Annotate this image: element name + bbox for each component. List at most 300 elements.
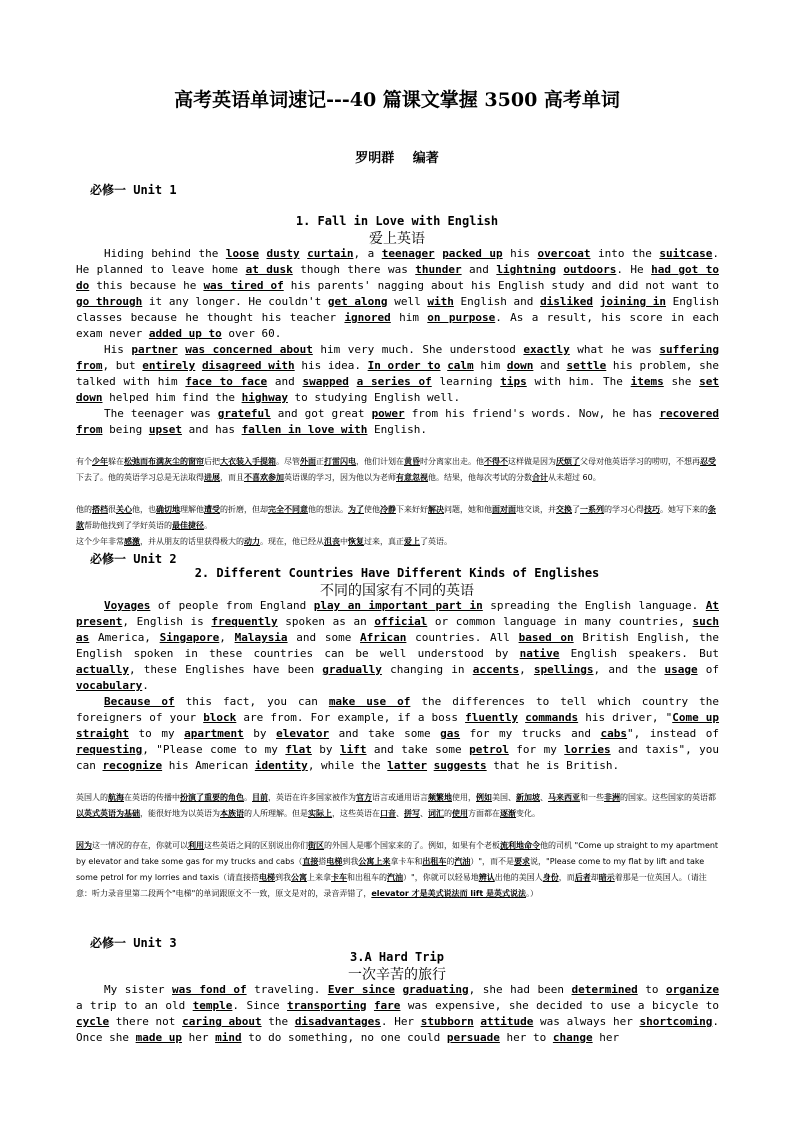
text-run: spreading the English language. xyxy=(482,599,706,612)
vocab-term: usage xyxy=(664,663,698,676)
vocab-term: actually xyxy=(76,663,129,676)
vocab-term: thunder xyxy=(415,263,462,276)
vocab-term: graduating xyxy=(402,983,469,996)
vocab-term: outdoors xyxy=(563,263,617,276)
unit2-passage-paragraph-2 xyxy=(76,694,719,774)
text-run: his idea. xyxy=(294,359,368,372)
vocab-term: 进展 xyxy=(204,473,220,482)
text-run: 和出租车的 xyxy=(347,873,388,882)
text-run: My sister xyxy=(104,983,172,996)
text-run: 下去了。他的英语学习总是无法取得 xyxy=(76,473,204,482)
text-run: 有个 xyxy=(76,457,92,466)
vocab-term: 口音 xyxy=(380,809,396,818)
vocab-term: 最佳捷径 xyxy=(172,521,204,530)
vocab-term: Because of xyxy=(104,695,175,708)
vocab-term: Voyages xyxy=(104,599,151,612)
vocab-term: change xyxy=(552,1031,593,1044)
vocab-term: lightning xyxy=(496,263,556,276)
vocab-term: 目前 xyxy=(252,793,268,802)
text-run: . Once she xyxy=(76,1015,719,1044)
vocab-term: lorries xyxy=(564,743,611,756)
text-run: to studying English well. xyxy=(287,391,461,404)
text-run: to do something, no one could xyxy=(241,1031,447,1044)
vocab-term: go through xyxy=(76,295,143,308)
text-run xyxy=(593,295,600,308)
text-run: 的 xyxy=(446,857,455,866)
vocab-term: fare xyxy=(373,999,401,1012)
unit2-translation-paragraph-2 xyxy=(76,838,719,902)
vocab-term: Malaysia xyxy=(234,631,288,644)
text-run: ，英语在许多国家被作为 xyxy=(268,793,356,802)
text-run: , "Please come to my xyxy=(142,743,286,756)
vocab-term: calm xyxy=(447,359,474,372)
text-run: 搭 xyxy=(318,857,327,866)
text-run: 他。结果，他每次考试的分数 xyxy=(428,473,532,482)
text-run: 后把 xyxy=(204,457,220,466)
text-run: 地交谈，并 xyxy=(516,505,556,514)
text-run: 英国人的 xyxy=(76,793,108,802)
text-run: 、 xyxy=(540,793,548,802)
text-run: ，而且 xyxy=(220,473,244,482)
vocab-term: 因为 xyxy=(76,841,92,850)
vocab-term: elevator xyxy=(276,727,330,740)
vocab-term: petrol xyxy=(469,743,509,756)
text-run: are from. For example, if a boss xyxy=(236,711,466,724)
unit3-lesson-title-en: 3.A Hard Trip xyxy=(350,950,444,964)
text-run: English and xyxy=(453,295,541,308)
text-run: , she had been xyxy=(468,983,572,996)
text-run: it any longer. He couldn't xyxy=(142,295,328,308)
vocab-term: 关心 xyxy=(116,505,132,514)
vocab-term: recovered from xyxy=(76,407,719,436)
vocab-term: curtain xyxy=(307,247,354,260)
text-run: 中 xyxy=(340,537,348,546)
vocab-term: 公寓 xyxy=(291,873,308,882)
text-run: ，并从朋友的话里获得极大的 xyxy=(140,537,244,546)
text-run: 、 xyxy=(396,809,404,818)
vocab-term: 词汇 xyxy=(428,809,444,818)
text-run: countries. All xyxy=(406,631,519,644)
vocab-term: identity xyxy=(254,759,308,772)
unit1-passage-paragraph-2 xyxy=(76,342,719,406)
unit1-lesson-title-en: 1. Fall in Love with English xyxy=(295,214,499,228)
vocab-term: 电梯 xyxy=(326,857,343,866)
vocab-term: 感激 xyxy=(124,537,140,546)
text-run: her xyxy=(592,1031,620,1044)
vocab-term: 条款 xyxy=(76,505,716,530)
vocab-term: spellings xyxy=(533,663,594,676)
text-run: English classes because he thought his teacher xyxy=(76,295,719,324)
text-run: him xyxy=(390,311,428,324)
vocab-term: packed up xyxy=(442,247,503,260)
text-run: was always her xyxy=(533,1015,640,1028)
vocab-term: 以英式英语为基础 xyxy=(76,809,140,818)
text-run: of xyxy=(697,663,720,676)
vocab-term: 一系列 xyxy=(580,505,604,514)
vocab-term: 汽油 xyxy=(387,873,404,882)
vocab-term: 新加坡 xyxy=(516,793,540,802)
text-run: and xyxy=(461,263,497,276)
text-run: . He xyxy=(616,263,652,276)
text-run: , a xyxy=(353,247,382,260)
text-run: 和一些 xyxy=(580,793,604,802)
vocab-term: 面对面 xyxy=(492,505,516,514)
text-run: ）"，你就可以轻易地 xyxy=(403,873,479,882)
vocab-term: stubborn xyxy=(420,1015,474,1028)
text-run: 。 xyxy=(244,793,252,802)
text-run: and some xyxy=(287,631,361,644)
text-run xyxy=(367,999,374,1012)
vocab-term: 不得不 xyxy=(484,457,508,466)
vocab-term: requesting xyxy=(76,743,143,756)
text-run: 的折磨，但却 xyxy=(220,505,268,514)
vocab-term: 忍受 xyxy=(700,457,716,466)
text-run: 、 xyxy=(420,809,428,818)
vocab-term: power xyxy=(371,407,405,420)
text-run: over 60. xyxy=(221,327,282,340)
vocab-term: settle xyxy=(566,359,607,372)
text-run: his problem, she talked with him xyxy=(76,359,719,388)
vocab-term: 技巧 xyxy=(644,505,660,514)
text-run: 了 xyxy=(572,505,580,514)
vocab-term: commands xyxy=(525,711,579,724)
text-run: 的人所理解。但是 xyxy=(244,809,308,818)
vocab-term: down xyxy=(506,359,534,372)
vocab-term: attitude xyxy=(480,1015,534,1028)
vocab-term: Ever since xyxy=(327,983,395,996)
text-run: 的国家。这些国家的英语都 xyxy=(620,793,716,802)
vocab-term: partner xyxy=(131,343,178,356)
text-run: 使他 xyxy=(364,505,380,514)
vocab-term: 厌烦了 xyxy=(556,457,580,466)
vocab-term: overcoat xyxy=(537,247,591,260)
text-run: him very much. She understood xyxy=(312,343,524,356)
text-run: traveling. xyxy=(246,983,328,996)
vocab-term: 为了 xyxy=(348,505,364,514)
vocab-term: 解决 xyxy=(428,505,444,514)
text-run: him xyxy=(473,359,507,372)
text-run: 在英语的传播中 xyxy=(124,793,180,802)
vocab-term: native xyxy=(519,647,560,660)
vocab-term: gas xyxy=(440,727,461,740)
text-run: . As a result, his score in each exam never xyxy=(76,311,719,340)
text-run: 方面都在 xyxy=(468,809,500,818)
text-run: his xyxy=(502,247,538,260)
vocab-term: latter xyxy=(387,759,428,772)
unit2-lesson-title-zh: 不同的国家有不同的英语 xyxy=(320,583,474,599)
vocab-term: 确切地 xyxy=(156,505,180,514)
text-run: to xyxy=(637,983,666,996)
vocab-term: 冷静 xyxy=(380,505,396,514)
vocab-term: 后者 xyxy=(574,873,591,882)
text-run: being xyxy=(102,423,149,436)
text-run: ）"，而不是 xyxy=(470,857,515,866)
text-run: 帮助他找到了学好英语的 xyxy=(84,521,172,530)
text-run: that he is British. xyxy=(486,759,620,772)
vocab-term: tips xyxy=(500,375,527,388)
text-run: and xyxy=(267,375,303,388)
vocab-term: items xyxy=(630,375,664,388)
vocab-term: 松弛而布满灰尘的窗帘 xyxy=(124,457,204,466)
text-run: 语言或通用语言 xyxy=(372,793,428,802)
text-run: 上来拿 xyxy=(307,873,332,882)
vocab-term: apartment xyxy=(184,727,244,740)
text-run: 却 xyxy=(590,873,599,882)
vocab-term: 官方 xyxy=(356,793,372,802)
text-run: or common language in many countries, xyxy=(427,615,693,628)
text-run: 英语课的学习，因为他以为老师 xyxy=(284,473,396,482)
text-run: 问题，她和他 xyxy=(444,505,492,514)
text-run: 。她写下来的 xyxy=(660,505,708,514)
vocab-term: suffering from xyxy=(76,343,719,372)
vocab-term: suitcase xyxy=(659,247,713,260)
text-run: 变化。 xyxy=(516,809,540,818)
text-run: 。 xyxy=(204,521,212,530)
text-run xyxy=(427,759,434,772)
vocab-term: 电梯 xyxy=(259,873,276,882)
vocab-term: 卡车 xyxy=(331,873,348,882)
text-run: . Her xyxy=(380,1015,421,1028)
text-run: the xyxy=(261,1015,295,1028)
text-run: 。） xyxy=(525,889,538,898)
vocab-term: 航海 xyxy=(108,793,124,802)
text-run: , these Englishes have been xyxy=(128,663,323,676)
text-run: 躲在 xyxy=(108,457,124,466)
text-run: by xyxy=(243,727,277,740)
vocab-term: In order to xyxy=(367,359,441,372)
text-run: , and the xyxy=(593,663,665,676)
text-run: 这个少年非常 xyxy=(76,537,124,546)
vocab-term: was tired of xyxy=(203,279,284,292)
vocab-term: disadvantages xyxy=(294,1015,381,1028)
vocab-term: recognize xyxy=(102,759,163,772)
vocab-term: 不喜欢参加 xyxy=(244,473,284,482)
vocab-term: 爱上 xyxy=(404,537,420,546)
text-run: by xyxy=(311,743,340,756)
document-title: 高考英语单词速记---40 篇课文掌握 3500 高考单词 xyxy=(174,89,620,111)
text-run: 他的想法。 xyxy=(308,505,348,514)
unit1-translation-paragraph-2 xyxy=(76,502,719,534)
text-run: 。现在，他已经从 xyxy=(260,537,324,546)
text-run: for my xyxy=(508,743,565,756)
vocab-term: loose xyxy=(225,247,259,260)
text-run: 很 xyxy=(108,505,116,514)
vocab-term: 拼写 xyxy=(404,809,420,818)
text-run: ，能很好地为以英语为 xyxy=(140,809,220,818)
text-run: well xyxy=(387,295,428,308)
text-run: was expensive, she decided to use a bicycle to xyxy=(400,999,720,1012)
text-run: , English is xyxy=(122,615,212,628)
vocab-term: get along xyxy=(327,295,388,308)
text-run: His xyxy=(104,343,132,356)
unit2-passage-paragraph-1 xyxy=(76,598,719,694)
text-run: learning xyxy=(431,375,501,388)
vocab-term: 沮丧 xyxy=(324,537,340,546)
vocab-term: determined xyxy=(571,983,638,996)
text-run: 的外国人是哪个国家来的了。例如，如果有个老板 xyxy=(324,841,500,850)
vocab-term: 街区 xyxy=(308,841,324,850)
text-run: and take some xyxy=(329,727,441,740)
vocab-term: fallen in love with xyxy=(241,423,368,436)
text-run: . xyxy=(142,679,149,692)
vocab-term: exactly xyxy=(523,343,570,356)
unit1-passage-paragraph-3 xyxy=(76,406,719,438)
text-run: what he was xyxy=(569,343,660,356)
vocab-term: block xyxy=(203,711,237,724)
vocab-term: flat xyxy=(285,743,312,756)
vocab-term: gradually xyxy=(322,663,382,676)
vocab-term: 少年 xyxy=(92,457,108,466)
text-run: 的 xyxy=(444,809,452,818)
vocab-term: official xyxy=(374,615,428,628)
text-run: , xyxy=(219,631,235,644)
vocab-term: suggests xyxy=(433,759,487,772)
vocab-term: at dusk xyxy=(245,263,293,276)
text-run: and xyxy=(533,359,567,372)
text-run: 下来好好 xyxy=(396,505,428,514)
vocab-term: transporting xyxy=(287,999,367,1012)
text-run: and take some xyxy=(366,743,470,756)
unit2-translation-paragraph-1 xyxy=(76,790,719,822)
vocab-term: 逐渐 xyxy=(500,809,516,818)
text-run: , while the xyxy=(307,759,388,772)
text-run: 他的司机 "Come up straight to my apartment by elevator and take some gas for my trucks and cabs（ xyxy=(76,841,719,866)
text-run: this because he xyxy=(89,279,204,292)
vocab-term: African xyxy=(360,631,407,644)
vocab-term: 身份 xyxy=(542,873,559,882)
text-run: 正 xyxy=(316,457,324,466)
text-run: ，而 xyxy=(558,873,575,882)
text-run: of people from England xyxy=(150,599,314,612)
text-run: his driver, " xyxy=(578,711,673,724)
vocab-term: made up xyxy=(135,1031,182,1044)
vocab-term: 流利地命令 xyxy=(500,841,540,850)
vocab-term: cabs xyxy=(600,727,628,740)
vocab-term: 实际上 xyxy=(308,809,332,818)
vocab-term: 完全不同意 xyxy=(268,505,308,514)
text-run: from his friend's words. Now, he has xyxy=(404,407,660,420)
text-run: 从未超过 60。 xyxy=(548,473,601,482)
text-run: . Since xyxy=(232,999,288,1012)
vocab-term: based on xyxy=(518,631,574,644)
vocab-term: ignored xyxy=(344,311,391,324)
vocab-term: upset xyxy=(148,423,182,436)
vocab-term: 直接 xyxy=(302,857,319,866)
text-run: 出他的美国人 xyxy=(494,873,543,882)
text-run: the differences to tell which country the foreigners of your xyxy=(76,695,719,724)
vocab-term: cycle xyxy=(76,1015,110,1028)
text-run: into the xyxy=(590,247,660,260)
vocab-term: 非洲 xyxy=(604,793,620,802)
vocab-term: a series of xyxy=(356,375,432,388)
text-run: her to xyxy=(499,1031,553,1044)
vocab-term: 打雷闪电 xyxy=(324,457,356,466)
author-line: 罗明群 编著 xyxy=(355,151,439,166)
text-run: America, xyxy=(89,631,160,644)
vocab-term: 合计 xyxy=(532,473,548,482)
vocab-term: dusty xyxy=(266,247,300,260)
text-run: . He planned to leave home xyxy=(76,247,719,276)
text-run: 使用， xyxy=(452,793,476,802)
vocab-term: 恢复 xyxy=(348,537,364,546)
vocab-term: grateful xyxy=(217,407,271,420)
vocab-term: lift xyxy=(340,743,367,756)
vocab-term: 黄昏 xyxy=(404,457,420,466)
vocab-term: on purpose xyxy=(427,311,496,324)
unit1-translation-paragraph-3 xyxy=(76,534,719,550)
text-run: 时分离家出走。他 xyxy=(420,457,484,466)
text-run: 到我 xyxy=(342,857,359,866)
vocab-term: 大衣装入手提箱 xyxy=(220,457,276,466)
unit1-heading: 必修一 Unit 1 xyxy=(90,183,177,197)
vocab-term: 马来西亚 xyxy=(548,793,580,802)
vocab-term: play an important part in xyxy=(313,599,483,612)
text-run xyxy=(195,359,202,372)
text-run: and has xyxy=(181,423,242,436)
text-run: 过来，真正 xyxy=(364,537,404,546)
unit1-passage-paragraph-1 xyxy=(76,246,719,342)
vocab-term: 出租车 xyxy=(422,857,447,866)
vocab-term: 频繁地 xyxy=(428,793,452,802)
vocab-term: caring about xyxy=(182,1015,262,1028)
text-run: English speakers. But xyxy=(559,647,719,660)
unit1-lesson-title-zh: 爱上英语 xyxy=(369,231,425,247)
text-run: a trip to an old xyxy=(76,999,193,1012)
vocab-term: persuade xyxy=(446,1031,500,1044)
vocab-term: Singapore xyxy=(159,631,220,644)
vocab-term: organize xyxy=(666,983,719,996)
vocab-term: 遭受 xyxy=(204,505,220,514)
vocab-term: make use of xyxy=(328,695,411,708)
vocab-term: teenager xyxy=(381,247,435,260)
unit3-lesson-title-zh: 一次辛苦的旅行 xyxy=(348,967,446,983)
vocab-term: 汽油 xyxy=(454,857,471,866)
vocab-term: disliked xyxy=(540,295,594,308)
text-run: 到我 xyxy=(275,873,292,882)
vocab-term: 有意忽视 xyxy=(396,473,428,482)
vocab-term: accents xyxy=(472,663,520,676)
vocab-term: 暗示 xyxy=(598,873,615,882)
unit3-heading: 必修一 Unit 3 xyxy=(90,936,177,950)
text-run: British English, the English spoken in these countries can be well understood by xyxy=(76,631,719,660)
text-run: spoken as an xyxy=(277,615,375,628)
text-run: , but xyxy=(102,359,143,372)
text-run: her xyxy=(181,1031,216,1044)
vocab-term: fluently xyxy=(465,711,519,724)
text-run: The teenager was xyxy=(104,407,218,420)
vocab-term: had got to do xyxy=(76,263,719,292)
text-run: 拿卡车和 xyxy=(390,857,423,866)
vocab-term: 公寓上来 xyxy=(358,857,391,866)
vocab-term: mind xyxy=(215,1031,242,1044)
unit2-lesson-title-en: 2. Different Countries Have Different Kinds of Englishes xyxy=(194,566,600,580)
vocab-term: elevator 才是美式说法而 lift 是英式说法 xyxy=(371,889,526,898)
text-run: helped him find the xyxy=(102,391,242,404)
vocab-term: swapped xyxy=(302,375,349,388)
text-run: for my trucks and xyxy=(460,727,601,740)
vocab-term: Come up straight xyxy=(76,711,720,740)
vocab-term: added up to xyxy=(148,327,222,340)
vocab-term: highway xyxy=(241,391,288,404)
vocab-term: 例如 xyxy=(476,793,492,802)
text-run: 这些英语之间的区别说出你们 xyxy=(204,841,308,850)
vocab-term: disagreed with xyxy=(201,359,295,372)
text-run xyxy=(349,375,357,388)
vocab-term: with xyxy=(427,295,454,308)
text-run: ，他们计划在 xyxy=(356,457,404,466)
unit2-heading: 必修一 Unit 2 xyxy=(90,552,177,566)
vocab-term: frequently xyxy=(211,615,278,628)
